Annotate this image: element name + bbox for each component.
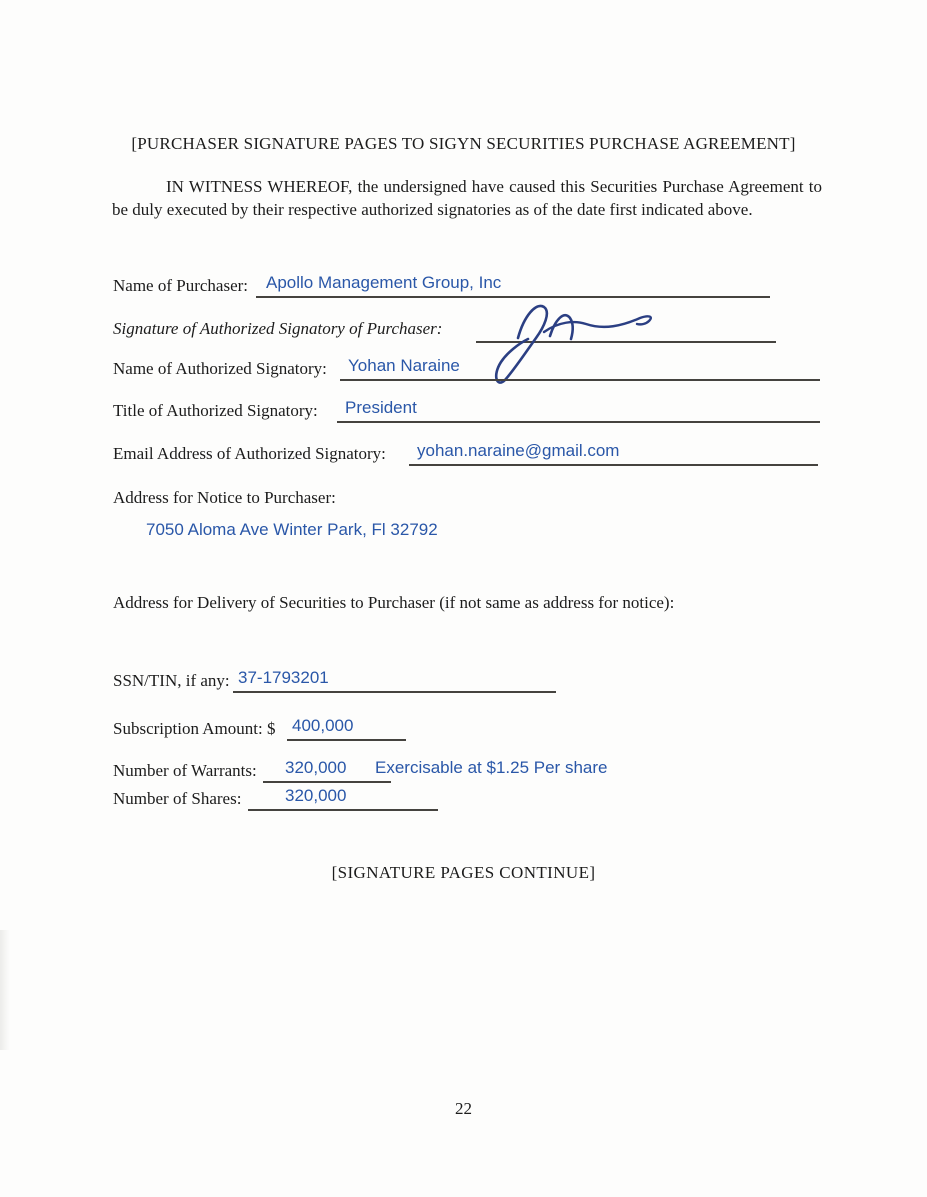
- email-label: Email Address of Authorized Signatory:: [113, 444, 386, 463]
- address-notice-value: 7050 Aloma Ave Winter Park, Fl 32792: [146, 520, 438, 539]
- ssn-value: 37-1793201: [238, 668, 329, 687]
- name-of-signatory-value: Yohan Naraine: [348, 356, 460, 375]
- intro-paragraph: IN WITNESS WHEREOF, the undersigned have caused this Securities Purchase Agreement to be duly executed by their respective authorized signatories as of the date first indicated above.: [112, 177, 822, 219]
- email-value: yohan.naraine@gmail.com: [417, 441, 620, 460]
- signature-pages-continue-note: [SIGNATURE PAGES CONTINUE]: [331, 863, 596, 882]
- warrants-note: Exercisable at $1.25 Per share: [375, 758, 608, 777]
- address-delivery-label: Address for Delivery of Securities to Purchaser (if not same as address for notice):: [113, 593, 675, 612]
- name-of-purchaser-value: Apollo Management Group, Inc: [266, 273, 502, 292]
- signature-label: Signature of Authorized Signatory of Purchaser:: [113, 319, 443, 338]
- title-of-signatory-label: Title of Authorized Signatory:: [113, 401, 318, 420]
- ssn-label: SSN/TIN, if any:: [113, 671, 230, 690]
- page-title: [PURCHASER SIGNATURE PAGES TO SIGYN SECURITIES PURCHASE AGREEMENT]: [131, 134, 796, 153]
- name-of-signatory-label: Name of Authorized Signatory:: [113, 359, 327, 378]
- page-number: 22: [455, 1099, 472, 1118]
- address-notice-label: Address for Notice to Purchaser:: [113, 488, 336, 507]
- shares-label: Number of Shares:: [113, 789, 242, 808]
- warrants-value: 320,000: [285, 758, 347, 777]
- shares-value: 320,000: [285, 786, 347, 805]
- name-of-purchaser-label: Name of Purchaser:: [113, 276, 249, 295]
- title-of-signatory-value: President: [345, 398, 417, 417]
- warrants-label: Number of Warrants:: [113, 761, 257, 780]
- subscription-label: Subscription Amount: $: [113, 719, 276, 738]
- subscription-value: 400,000: [292, 716, 354, 735]
- scan-artifact: [0, 930, 10, 1050]
